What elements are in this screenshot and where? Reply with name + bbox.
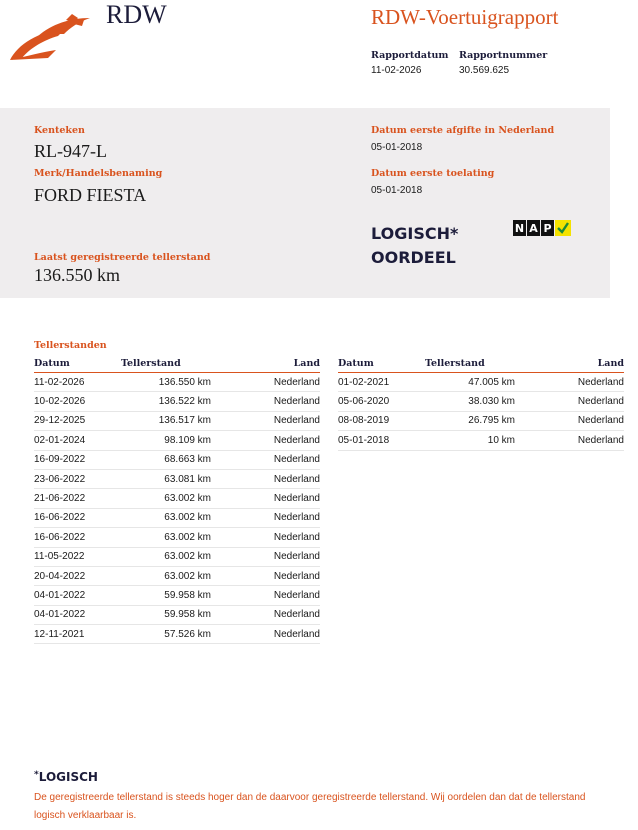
cell-tellerstand: 57.526 km bbox=[121, 625, 211, 644]
cell-land: Nederland bbox=[211, 392, 320, 411]
cell-tellerstand: 63.081 km bbox=[121, 469, 211, 488]
oordeel-line-1: LOGISCH* bbox=[371, 224, 459, 243]
cell-datum: 29-12-2025 bbox=[34, 411, 121, 430]
table-row bbox=[34, 625, 320, 644]
table-header-row bbox=[34, 356, 320, 373]
tellerstanden-table-right bbox=[338, 356, 624, 451]
note-star: * bbox=[34, 770, 39, 780]
cell-tellerstand: 63.002 km bbox=[121, 528, 211, 547]
cell-datum: 21-06-2022 bbox=[34, 489, 121, 508]
cell-tellerstand: 10 km bbox=[425, 431, 515, 450]
cell-land: Nederland bbox=[211, 469, 320, 488]
header-land: Land bbox=[515, 356, 624, 373]
cell-land: Nederland bbox=[515, 431, 624, 450]
cell-tellerstand: 63.002 km bbox=[121, 547, 211, 566]
header-datum: Datum bbox=[34, 356, 121, 373]
cell-land: Nederland bbox=[515, 373, 624, 392]
cell-datum: 10-02-2026 bbox=[34, 392, 121, 411]
cell-datum: 08-08-2019 bbox=[338, 411, 425, 430]
kenteken-value: RL-947-L bbox=[34, 141, 107, 161]
table-row bbox=[34, 392, 320, 411]
table-row bbox=[34, 508, 320, 527]
cell-land: Nederland bbox=[211, 508, 320, 527]
cell-datum: 05-06-2020 bbox=[338, 392, 425, 411]
cell-datum: 23-06-2022 bbox=[34, 469, 121, 488]
cell-land: Nederland bbox=[211, 566, 320, 585]
rapportnummer-value: 30.569.625 bbox=[459, 65, 510, 76]
table-row bbox=[338, 411, 624, 430]
toelating-label: Datum eerste toelating bbox=[371, 168, 495, 179]
cell-land: Nederland bbox=[211, 489, 320, 508]
cell-datum: 04-01-2022 bbox=[34, 586, 121, 605]
cell-tellerstand: 68.663 km bbox=[121, 450, 211, 469]
cell-tellerstand: 136.517 km bbox=[121, 411, 211, 430]
nap-letter-p: P bbox=[541, 220, 554, 236]
note-text: De geregistreerde tellerstand is steeds hoger dan de daarvoor geregistreerde tellerstand. Wij oordelen dan dat de tellerstand logisch verklaarbaar is. bbox=[34, 792, 586, 821]
cell-land: Nederland bbox=[211, 605, 320, 624]
oordeel-line-2: OORDEEL bbox=[371, 248, 456, 267]
header-datum: Datum bbox=[338, 356, 425, 373]
afgifte-label: Datum eerste afgifte in Nederland bbox=[371, 125, 555, 136]
rdw-logo-icon bbox=[8, 14, 92, 62]
cell-land: Nederland bbox=[211, 450, 320, 469]
cell-tellerstand: 63.002 km bbox=[121, 566, 211, 585]
header-land: Land bbox=[211, 356, 320, 373]
oordeel-verdict bbox=[371, 222, 458, 270]
rapportdatum-label: Rapportdatum bbox=[371, 50, 449, 61]
cell-datum: 05-01-2018 bbox=[338, 431, 425, 450]
table-row bbox=[34, 373, 320, 392]
nap-letter-n: N bbox=[514, 221, 525, 235]
header-tellerstand: Tellerstand bbox=[425, 356, 515, 373]
table-row bbox=[34, 450, 320, 469]
cell-datum: 02-01-2024 bbox=[34, 431, 121, 450]
cell-tellerstand: 38.030 km bbox=[425, 392, 515, 411]
table-row bbox=[34, 469, 320, 488]
cell-datum: 16-09-2022 bbox=[34, 450, 121, 469]
table-row bbox=[34, 411, 320, 430]
cell-tellerstand: 136.550 km bbox=[121, 373, 211, 392]
merk-label: Merk/Handelsbenaming bbox=[34, 168, 163, 179]
brand-name: RDW bbox=[106, 0, 167, 29]
table-row bbox=[338, 373, 624, 392]
cell-land: Nederland bbox=[211, 373, 320, 392]
cell-tellerstand: 26.795 km bbox=[425, 411, 515, 430]
tellerstanden-title: Tellerstanden bbox=[34, 340, 107, 351]
table-header-row bbox=[338, 356, 624, 373]
nap-logo bbox=[513, 220, 571, 236]
cell-datum: 12-11-2021 bbox=[34, 625, 121, 644]
cell-land: Nederland bbox=[211, 431, 320, 450]
cell-land: Nederland bbox=[211, 528, 320, 547]
cell-land: Nederland bbox=[211, 625, 320, 644]
cell-datum: 16-06-2022 bbox=[34, 508, 121, 527]
cell-tellerstand: 63.002 km bbox=[121, 489, 211, 508]
checkmark-icon bbox=[555, 220, 571, 236]
tellerstanden-table-left bbox=[34, 356, 320, 644]
table-row bbox=[34, 489, 320, 508]
nap-letter-a: A bbox=[527, 220, 540, 236]
cell-tellerstand: 59.958 km bbox=[121, 605, 211, 624]
header-tellerstand: Tellerstand bbox=[121, 356, 211, 373]
afgifte-value: 05-01-2018 bbox=[371, 142, 423, 153]
table-row bbox=[34, 528, 320, 547]
cell-tellerstand: 136.522 km bbox=[121, 392, 211, 411]
rapportnummer-label: Rapportnummer bbox=[459, 50, 548, 61]
toelating-value: 05-01-2018 bbox=[371, 185, 423, 196]
note-title: LOGISCH bbox=[38, 770, 98, 784]
cell-land: Nederland bbox=[211, 586, 320, 605]
cell-datum: 11-02-2026 bbox=[34, 373, 121, 392]
table-row bbox=[34, 547, 320, 566]
table-row bbox=[34, 586, 320, 605]
cell-tellerstand: 63.002 km bbox=[121, 508, 211, 527]
cell-land: Nederland bbox=[211, 411, 320, 430]
tellerstand-label: Laatst geregistreerde tellerstand bbox=[34, 252, 211, 263]
cell-tellerstand: 98.109 km bbox=[121, 431, 211, 450]
rapportdatum-value: 11-02-2026 bbox=[371, 65, 422, 76]
cell-datum: 16-06-2022 bbox=[34, 528, 121, 547]
note-heading bbox=[34, 770, 98, 784]
merk-value: FORD FIESTA bbox=[34, 185, 147, 205]
table-row bbox=[338, 431, 624, 450]
cell-datum: 11-05-2022 bbox=[34, 547, 121, 566]
table-row bbox=[34, 431, 320, 450]
table-row bbox=[34, 566, 320, 585]
cell-tellerstand: 59.958 km bbox=[121, 586, 211, 605]
table-row bbox=[34, 605, 320, 624]
tellerstand-value: 136.550 km bbox=[34, 265, 121, 285]
table-row bbox=[338, 392, 624, 411]
cell-land: Nederland bbox=[211, 547, 320, 566]
kenteken-label: Kenteken bbox=[34, 125, 85, 136]
report-title: RDW-Voertuigrapport bbox=[371, 5, 559, 29]
cell-land: Nederland bbox=[515, 392, 624, 411]
cell-datum: 04-01-2022 bbox=[34, 605, 121, 624]
cell-tellerstand: 47.005 km bbox=[425, 373, 515, 392]
cell-datum: 01-02-2021 bbox=[338, 373, 425, 392]
cell-datum: 20-04-2022 bbox=[34, 566, 121, 585]
cell-land: Nederland bbox=[515, 411, 624, 430]
